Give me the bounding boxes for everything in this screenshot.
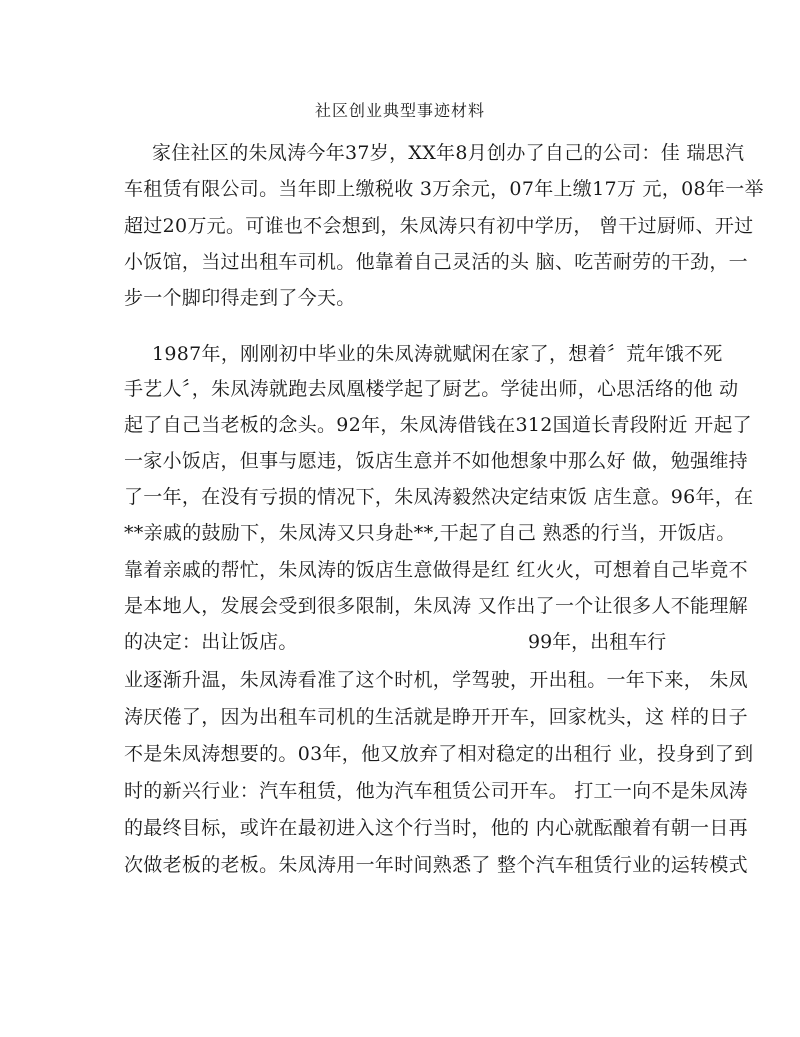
text-line: 业逐渐升温，朱凤涛看准了这个时机，学驾驶，开出租。一年下来， 朱凤 [124,669,748,691]
text-line: 的最终目标，或许在最初进入这个行当时，他的 内心就酝酿着有朝一日再 [124,817,748,839]
text-line: 靠着亲戚的帮忙，朱凤涛的饭店生意做得是红 红火火，可想着自己毕竟不 [124,559,748,581]
text-line: 超过20万元。可谁也不会想到，朱凤涛只有初中学历， 曾干过厨师、开过 [124,215,754,237]
text-line-right-fragment: 99年，出租车行 [528,631,667,653]
text-line: 手艺人〞，朱凤涛就跑去凤凰楼学起了厨艺。学徒出师，心思活络的他 动 [124,378,739,400]
text-line: 车租赁有限公司。当年即上缴税收 3万余元，07年上缴17万 元，08年一举 [124,178,764,200]
text-line: 1987年，刚刚初中毕业的朱凤涛就赋闲在家了，想着〞荒年饿不死 [152,343,723,365]
text-line: 步一个脚印得走到了今天。 [124,287,356,309]
text-line: 时的新兴行业：汽车租赁，他为汽车租赁公司开车。 打工一向不是朱凤涛 [124,780,748,802]
text-line: 了一年，在没有亏损的情况下，朱凤涛毅然决定结束饭 店生意。96年，在 [124,486,754,508]
text-line: 的决定：出让饭店。 [124,631,298,653]
text-line: 次做老板的老板。朱凤涛用一年时间熟悉了 整个汽车租赁行业的运转模式 [124,854,748,876]
text-line: 不是朱凤涛想要的。03年，他又放弃了相对稳定的出租行 业，投身到了到 [124,743,754,765]
document-title: 社区创业典型事迹材料 [314,101,485,120]
text-line: 小饭馆，当过出租车司机。他靠着自己灵活的头 脑、吃苦耐劳的干劲，一 [124,251,748,273]
text-line: 一家小饭店，但事与愿违，饭店生意并不如他想象中那么好 做，勉强维持 [124,450,748,472]
text-line: 涛厌倦了，因为出租车司机的生活就是睁开开车，回家枕头，这 样的日子 [124,706,748,728]
text-line: 家住社区的朱凤涛今年37岁，XX年8月创办了自己的公司：佳 瑞思汽 [152,142,745,164]
text-line: 起了自己当老板的念头。92年，朱凤涛借钱在312国道长青段附近 开起了 [124,414,752,436]
text-line: **亲戚的鼓励下，朱凤涛又只身赴**,干起了自己 熟悉的行当，开饭店。 [124,522,736,544]
text-line: 是本地人，发展会受到很多限制，朱凤涛 又作出了一个让很多人不能理解 [124,595,748,617]
